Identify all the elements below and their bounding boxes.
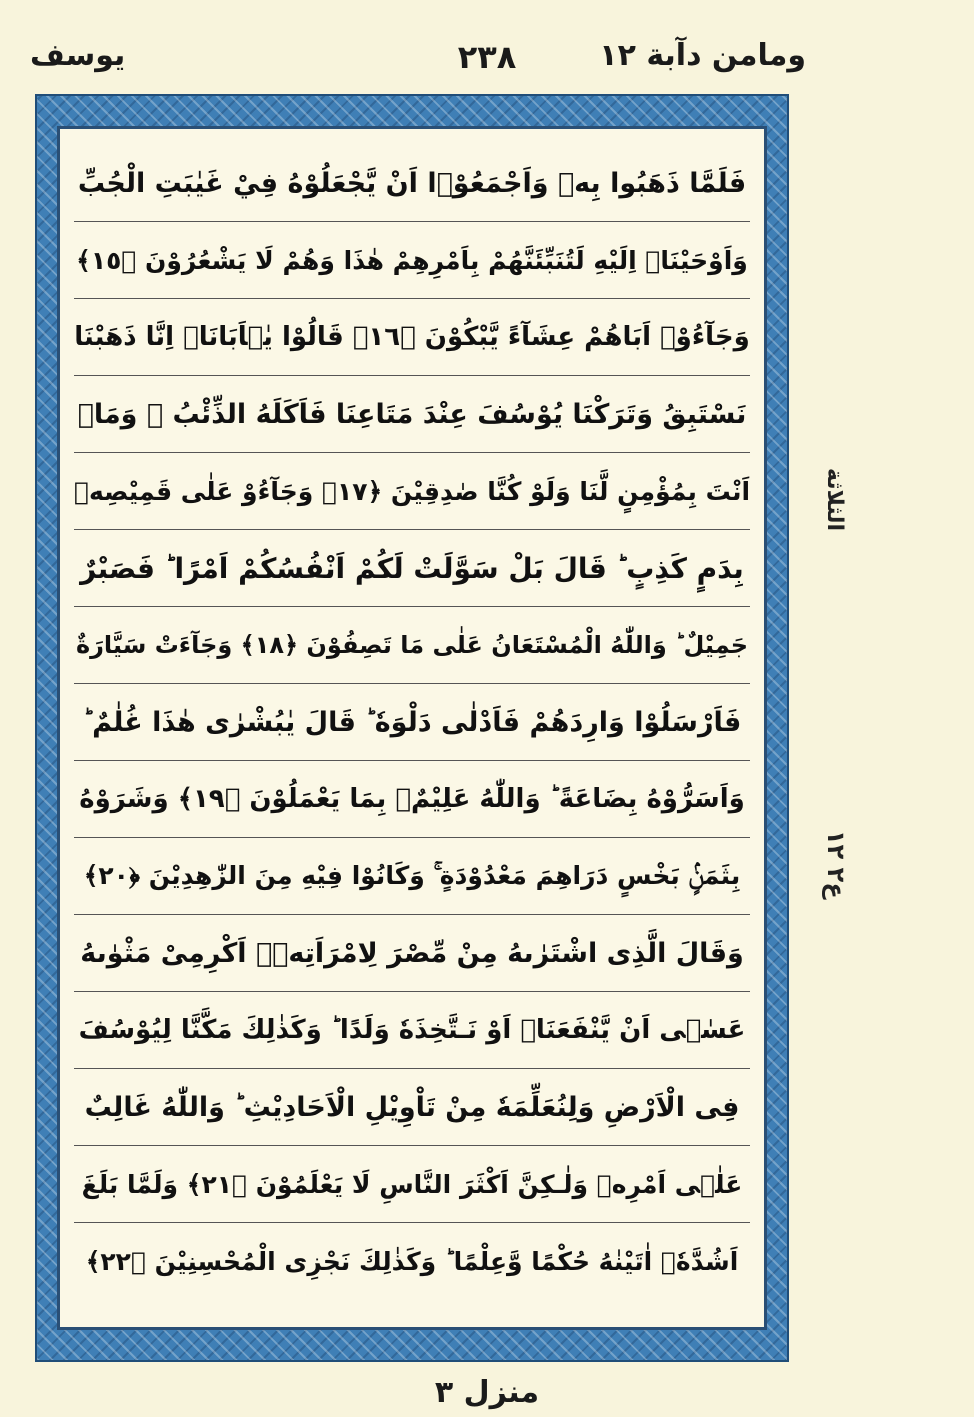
verse-line: وَقَالَ الَّذِى اشْتَرٰٮهُ مِنْ مِّصْرَ لِامْرَاَتِهٖۤ اَكْرِمِىْ مَثْوٰٮهُ [74, 915, 750, 992]
verse-line: وَاَوْحَيْنَاۤ اِلَيْهِ لَتُنَبِّئَنَّهُمْ بِاَمْرِهِمْ هٰذَا وَهُمْ لَا يَشْعُرُوْنَ ﴿١٥﴾ [74, 222, 750, 299]
verse-line: فَاَرْسَلُوْا وَارِدَهُمْ فَاَدْلٰى دَلْوَهٗ ؕ قَالَ يٰبُشْرٰى هٰذَا غُلٰمٌ ؕ [74, 684, 750, 761]
verse-line: وَجَآءُوْۤ اَبَاهُمْ عِشَآءً يَّبْكُوْنَ ﴿١٦﴾ قَالُوْا يٰۤاَبَانَاۤ اِنَّا ذَهَبْنَا [74, 299, 750, 376]
verse-line: بِثَمَنٍۢ بَخْسٍ دَرَاهِمَ مَعْدُوْدَةٍ ۚ وَكَانُوْا فِيْهِ مِنَ الزّٰهِدِيْنَ ﴿٢٠﴾ [74, 838, 750, 915]
verse-line: نَسْتَبِقُ وَتَرَكْنَا يُوْسُفَ عِنْدَ مَتَاعِنَا فَاَكَلَهُ الذِّئْبُ ۚ وَمَاۤ [74, 376, 750, 453]
page-header [0, 0, 974, 95]
juz-margin-note: الثلاثة [822, 468, 847, 532]
verse-line: اَشُدَّهٗۤ اٰتَيْنٰهُ حُكْمًا وَّعِلْمًا ؕ وَكَذٰلِكَ نَجْزِى الْمُحْسِنِيْنَ ﴿٢٢﴾ [85, 1247, 739, 1276]
para-name: ومامن دآبة ١٢ [599, 38, 806, 73]
manzil-footer: منزل ٣ [434, 1375, 540, 1410]
page-number: ٢٣٨ [457, 38, 517, 76]
verse-line: وَاَسَرُّوْهُ بِضَاعَةً ؕ وَاللّٰهُ عَلِيْمٌۢ بِمَا يَعْمَلُوْنَ ﴿١٩﴾ وَشَرَوْهُ [74, 761, 750, 838]
verse-line: بِدَمٍ كَذِبٍ ؕ قَالَ بَلْ سَوَّلَتْ لَكُمْ اَنْفُسُكُمْ اَمْرًا ؕ فَصَبْرٌ [74, 530, 750, 607]
verse-line: جَمِيْلٌ ؕ وَاللّٰهُ الْمُسْتَعَانُ عَلٰى مَا تَصِفُوْنَ ﴿١٨﴾ وَجَآءَتْ سَيَّارَةٌ [74, 607, 750, 684]
decorative-border [35, 94, 789, 1362]
verse-line: فَلَمَّا ذَهَبُوا بِهٖ وَاَجْمَعُوْۤا اَنْ يَّجْعَلُوْهُ فِيْ غَيٰبَتِ الْجُبِّ [74, 145, 750, 222]
ruku-margin-note: ع٢ ١٢ [822, 830, 850, 899]
verse-line: عَلٰۤى اَمْرِهٖ وَلٰـكِنَّ اَكْثَرَ النَّاسِ لَا يَعْلَمُوْنَ ﴿٢١﴾ وَلَمَّا بَلَغَ [74, 1146, 750, 1223]
verse-line: عَسٰۤى اَنْ يَّنْفَعَنَاۤ اَوْ نَـتَّخِذَهٗ وَلَدًا ؕ وَكَذٰلِكَ مَكَّنَّا لِيُوْسُفَ [74, 992, 750, 1069]
quran-text-panel [57, 126, 767, 1330]
verse-line: اَنْتَ بِمُؤْمِنٍ لَّنَا وَلَوْ كُنَّا صٰدِقِيْنَ ﴿١٧﴾ وَجَآءُوْ عَلٰى قَمِيْصِهٖ [74, 453, 750, 530]
verse-line: فِى الْاَرْضِ وَلِنُعَلِّمَهٗ مِنْ تَاْوِيْلِ الْاَحَادِيْثِ ؕ وَاللّٰهُ غَالِبٌ [74, 1069, 750, 1146]
surah-name: يوسف [30, 38, 126, 73]
